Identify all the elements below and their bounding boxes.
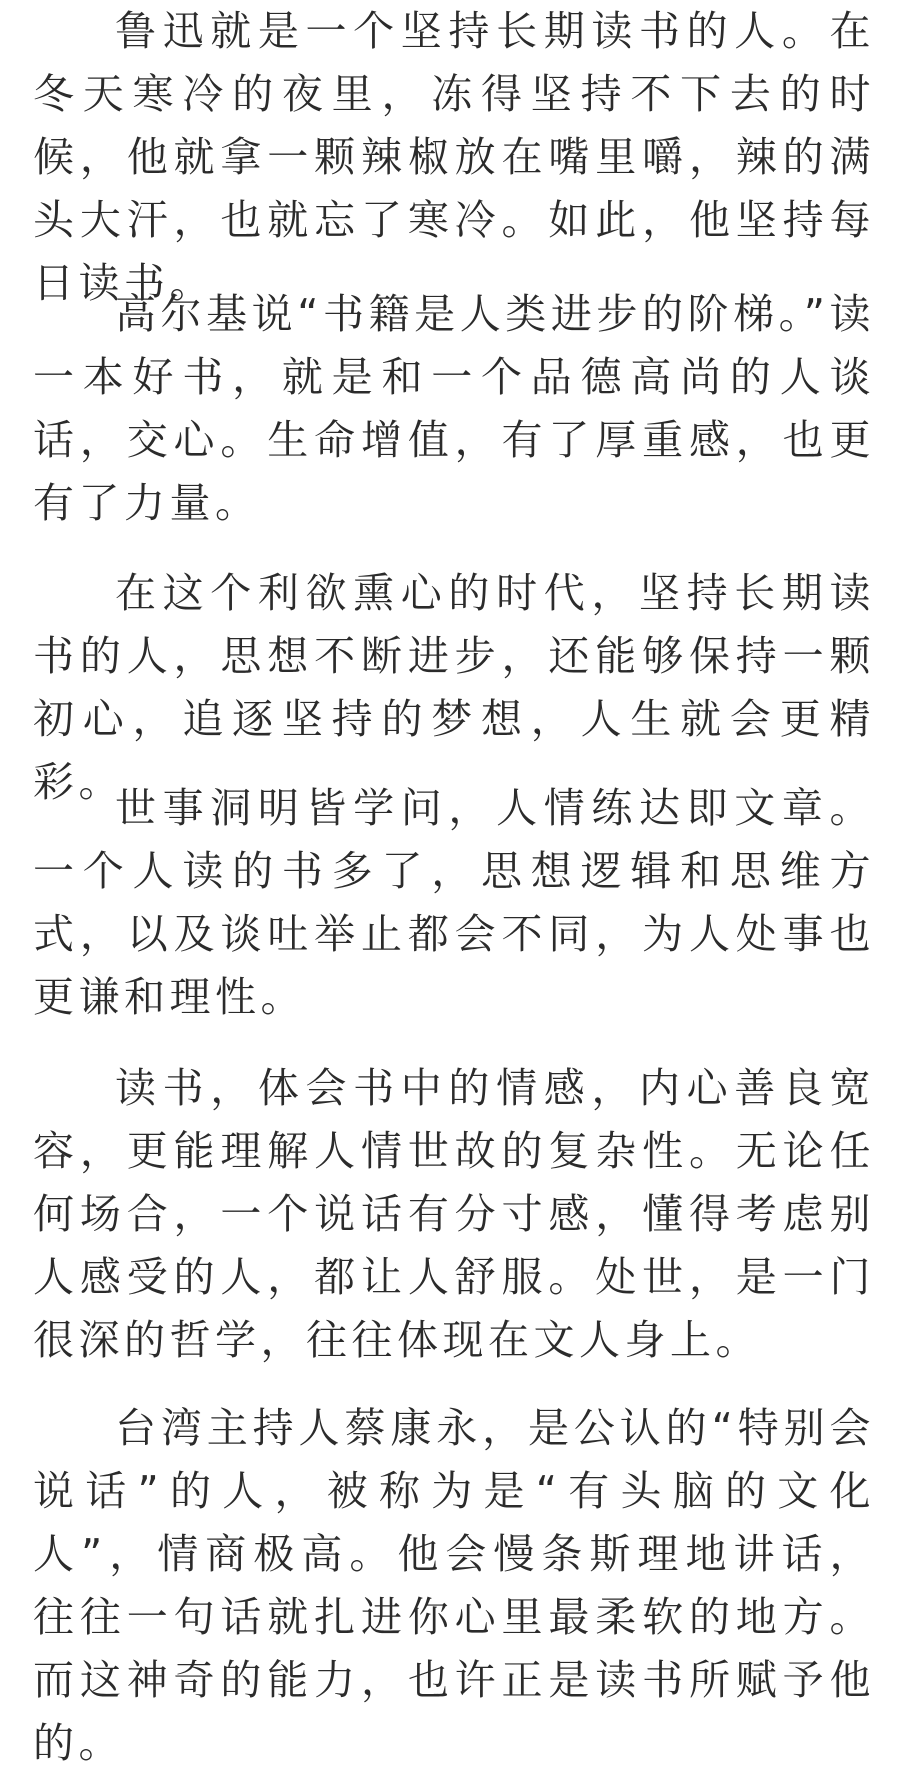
- paragraph-era-of-greed: 在这个利欲熏心的时代，坚持长期读书的人，思想不断进步，还能够保持一颗初心，追逐坚持的梦想，人生就会更精彩。: [33, 569, 875, 806]
- paragraph-reading-empathy: 读书，体会书中的情感，内心善良宽容，更能理解人情世故的复杂性。无论任何场合，一个说话有分寸感，懂得考虑别人感受的人，都让人舒服。处世，是一门很深的哲学，往往体现在文人身上。: [33, 1064, 875, 1364]
- paragraph-kevin-tsai: 台湾主持人蔡康永，是公认的“特别会说话”的人，被称为是“有头脑的文化人”，情商极高。他会慢条斯理地讲话，往往一句话就扎进你心里最柔软的地方。而这神奇的能力，也许正是读书所赋予他的。: [33, 1404, 875, 1767]
- paragraph-lu-xun: 鲁迅就是一个坚持长期读书的人。在冬天寒冷的夜里，冻得坚持不下去的时候，他就拿一颗辣椒放在嘴里嚼，辣的满头大汗，也就忘了寒冷。如此，他坚持每日读书。: [33, 7, 875, 307]
- paragraph-worldly-wisdom: 世事洞明皆学问，人情练达即文章。一个人读的书多了，思想逻辑和思维方式，以及谈吐举止都会不同，为人处事也更谦和理性。: [33, 784, 875, 1021]
- paragraph-gorky-quote: 高尔基说“书籍是人类进步的阶梯。”读一本好书，就是和一个品德高尚的人谈话，交心。生命增值，有了厚重感，也更有了力量。: [33, 290, 875, 527]
